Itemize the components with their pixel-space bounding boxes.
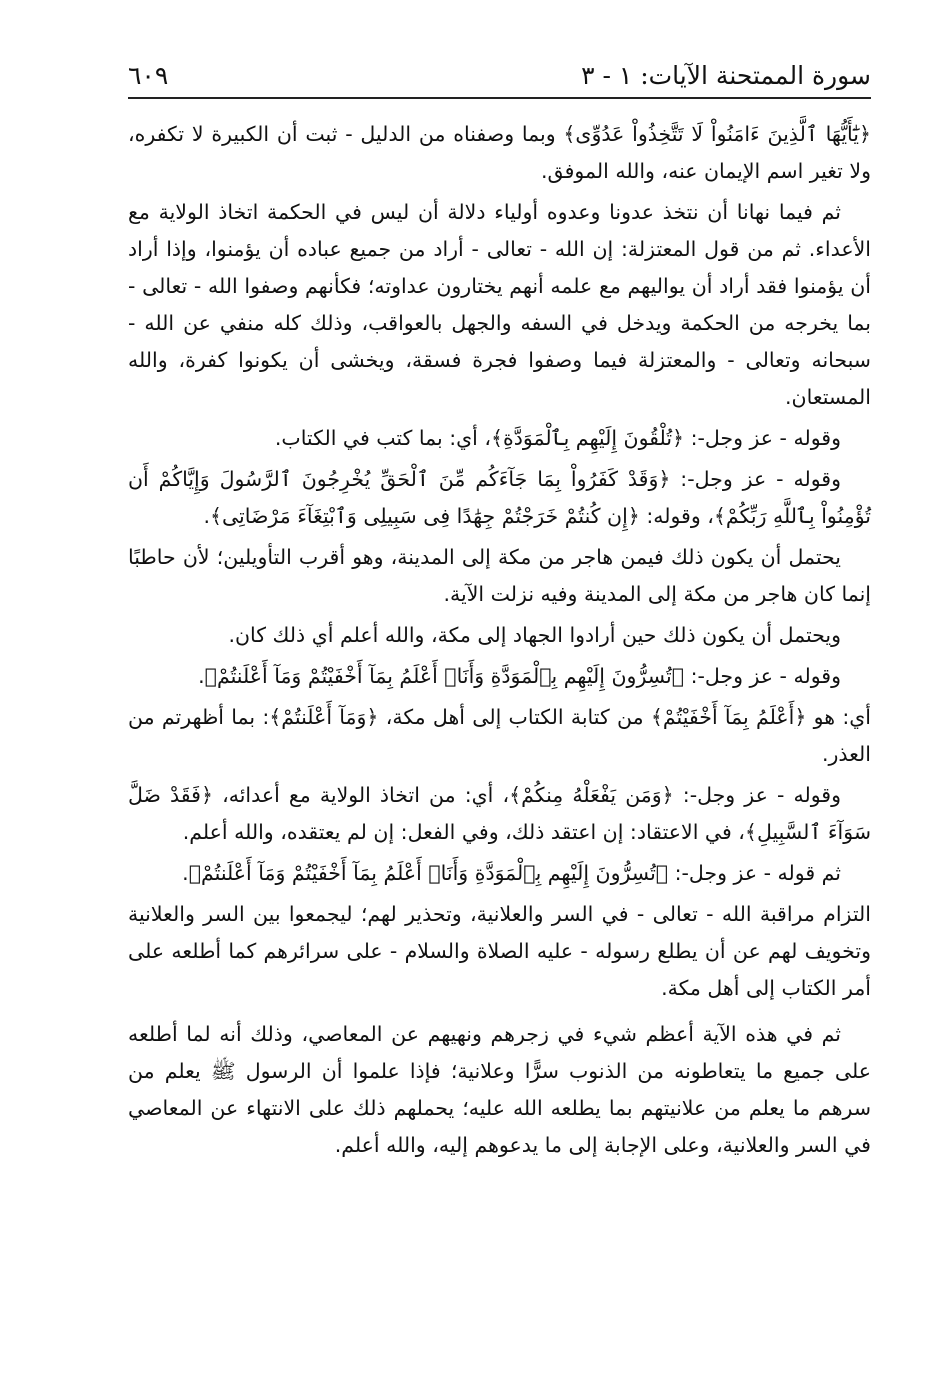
- paragraph-3: وقوله - عز وجل-: ﴿تُلْقُونَ إِلَيْهِم بِٱلْمَوَدَّةِ﴾، أي: بما كتب في الكتاب.: [274, 426, 841, 450]
- paragraph-9: وقوله - عز وجل-: ﴿وَمَن يَفْعَلْهُ مِنكُمْ﴾، أي: من اتخاذ الولاية مع أعدائه، ﴿فَقَدْ ضَلَّ سَوَآءَ ٱلسَّبِيلِ﴾، في الاعتقاد: إن اعتقد ذلك، وفي الفعل: إن لم يعتقده، والله أعلم.: [128, 783, 871, 844]
- paragraph-8: أي: هو ﴿أَعْلَمُ بِمَآ أَخْفَيْتُمْ﴾ من كتابة الكتاب إلى أهل مكة، ﴿وَمَآ أَعْلَنتُمْ﴾: بما أظهرتم من العذر.: [128, 705, 871, 766]
- paragraph-1: ﴿يَٰٓأَيُّهَا ٱلَّذِينَ ءَامَنُواْ لَا تَتَّخِذُواْ عَدُوِّى﴾ وبما وصفناه من الدليل - ثبت أن الكبيرة لا تكفره، ولا تغير اسم الإيمان عنه، والله الموفق.: [128, 122, 871, 183]
- header-divider: [128, 97, 871, 99]
- paragraph-11: التزام مراقبة الله - تعالى - في السر والعلانية، وتحذير لهم؛ ليجمعوا بين السر والعلانية وتخويف لهم عن أن يطلع رسوله - عليه الصلاة والسلام - على سرائرهم كما أطلعه على أمر الكتاب إلى أهل مكة.: [128, 902, 871, 1000]
- paragraph-7: وقوله - عز وجل-: ﴿تُسِرُّونَ إِلَيْهِم بِٱلْمَوَدَّةِ وَأَنَا۠ أَعْلَمُ بِمَآ أَخْفَيْتُمْ وَمَآ أَعْلَنتُمْ﴾.: [198, 664, 841, 688]
- paragraph-6: ويحتمل أن يكون ذلك حين أرادوا الجهاد إلى مكة، والله أعلم أي ذلك كان.: [228, 623, 841, 647]
- running-title: سورة الممتحنة الآيات: ١ - ٣: [581, 61, 871, 90]
- paragraph-10: ثم قوله - عز وجل-: ﴿تُسِرُّونَ إِلَيْهِم بِٱلْمَوَدَّةِ وَأَنَا۠ أَعْلَمُ بِمَآ أَخْفَيْتُمْ وَمَآ أَعْلَنتُمْ﴾.: [182, 861, 841, 885]
- paragraph-2: ثم فيما نهانا أن نتخذ عدونا وعدوه أولياء دلالة أن ليس في الحكمة اتخاذ الولاية مع الأعداء. ثم من قول المعتزلة: إن الله - تعالى - أراد من جميع عباده أن يؤمنوا، وإذا أراد أن يؤمنوا فقد أراد أن يواليهم مع علمه أنهم يختارون عداوته؛ فكأنهم وصفوا الله - تعالى - بما يخرجه من الحكمة ويدخل في السفه والجهل بالعواقب، وذلك كله منفي عن الله - سبحانه وتعالى - والمعتزلة فيما وصفوا فجرة فسقة، ويخشى أن يكونوا كفرة، والله المستعان.: [128, 200, 871, 409]
- page-body: [128, 116, 871, 1168]
- paragraph-5: يحتمل أن يكون ذلك فيمن هاجر من مكة إلى المدينة، وهو أقرب التأويلين؛ لأن حاطبًا إنما كان هاجر من مكة إلى المدينة وفيه نزلت الآية.: [128, 545, 871, 606]
- paragraph-12: ثم في هذه الآية أعظم شيء في زجرهم ونهيهم عن المعاصي، وذلك أنه لما أطلعه على جميع ما يتعاطونه من الذنوب سرًّا وعلانية؛ فإذا علموا أن الرسول ﷺ يعلم من سرهم ما يعلم من علانيتهم بما يطلعه الله عليه؛ يحملهم ذلك على الانتهاء عن المعاصي في السر والعلانية، وعلى الإجابة إلى ما يدعوهم إليه، والله أعلم.: [128, 1022, 871, 1157]
- page-header: [128, 58, 871, 98]
- paragraph-4: وقوله - عز وجل-: ﴿وَقَدْ كَفَرُواْ بِمَا جَآءَكُم مِّنَ ٱلْحَقِّ يُخْرِجُونَ ٱلرَّسُولَ وَإِيَّاكُمْ أَن تُؤْمِنُواْ بِٱللَّهِ رَبِّكُمْ﴾، وقوله: ﴿إِن كُنتُمْ خَرَجْتُمْ جِهَٰدًا فِى سَبِيلِى وَٱبْتِغَآءَ مَرْضَاتِى﴾.: [128, 467, 871, 528]
- page-number: ٦٠٩: [128, 61, 169, 90]
